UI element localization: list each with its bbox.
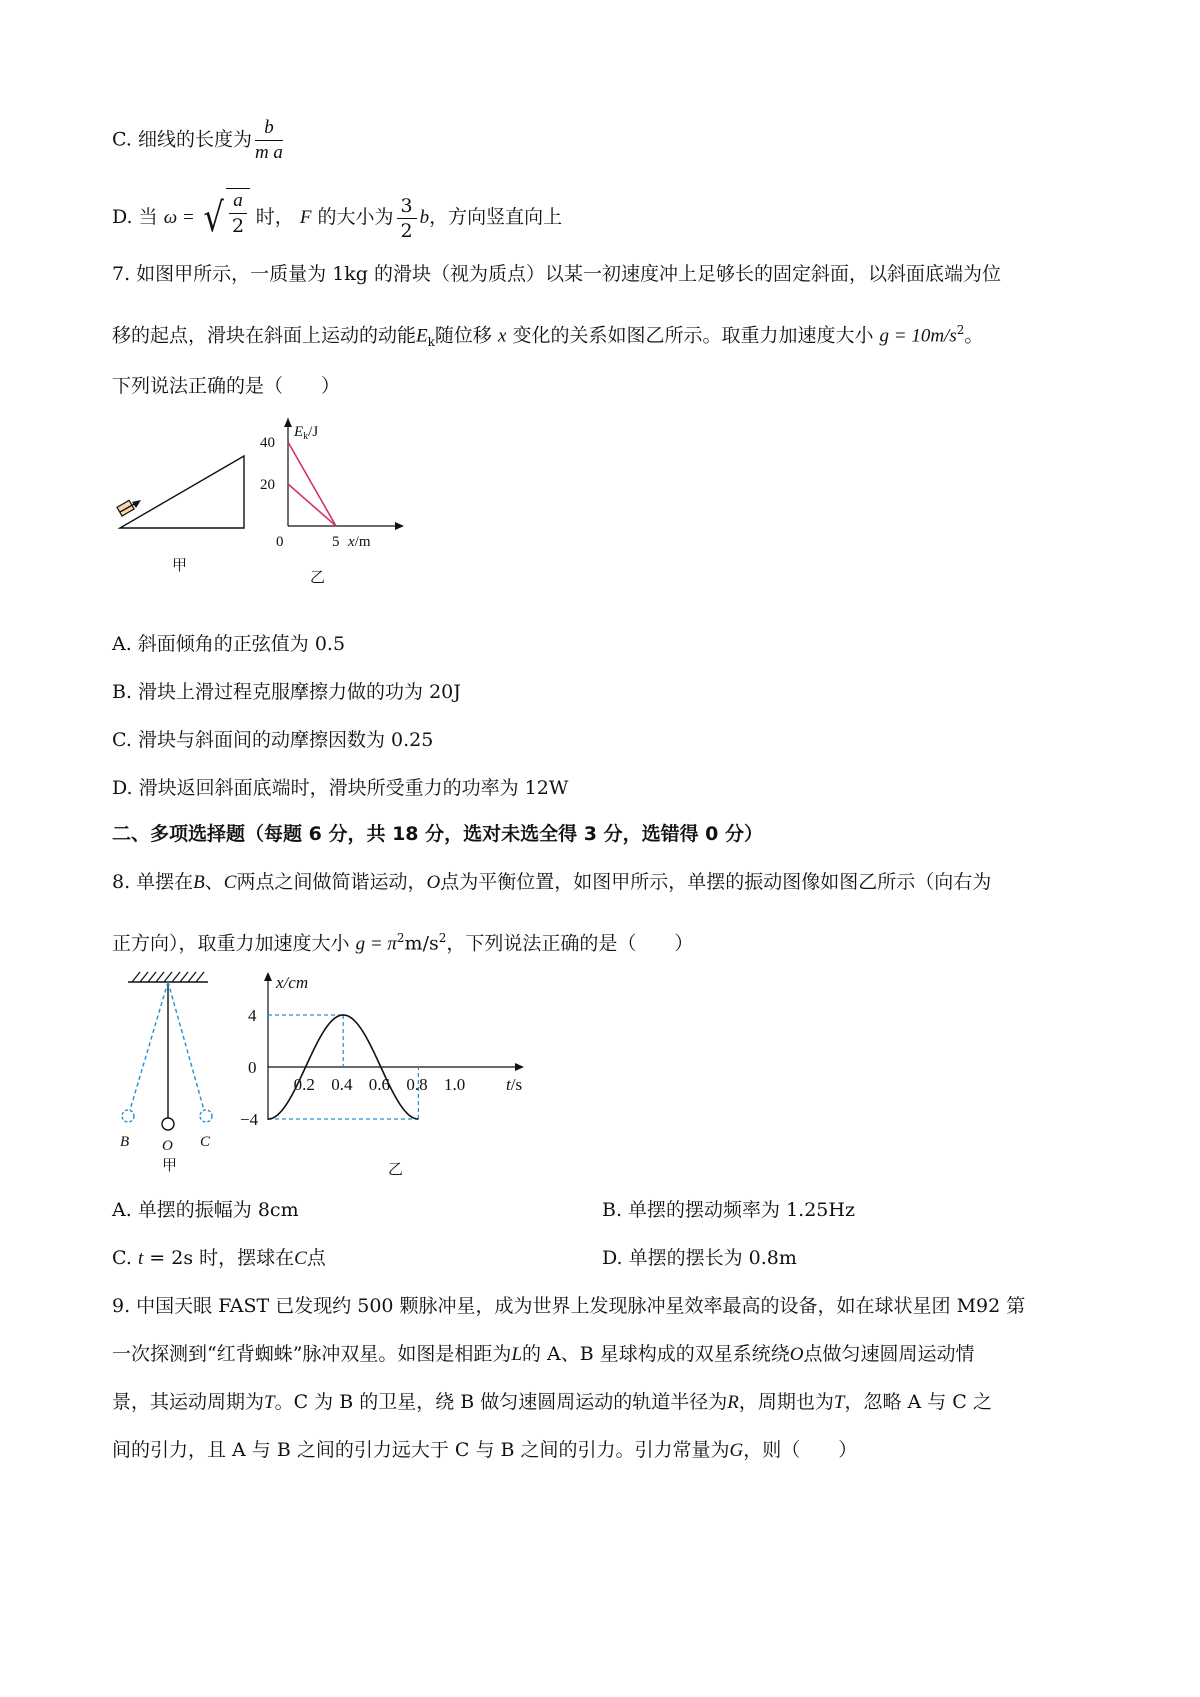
chart2-xtick: 1.0 <box>444 1075 466 1094</box>
q8-line-2: 正方向），取重力加速度大小 $g = \pi^2m/s^2$，下列说法正确的是（ ） <box>112 931 694 955</box>
q8-chart-x-vs-t <box>240 970 540 1180</box>
q9-line-2: 一次探测到“红背蜘蛛”脉冲双星。如图是相距为L的 A、B 星球构成的双星系统绕O点做匀速圆周运动情 <box>112 1343 975 1365</box>
sqrt-a-over-2: √ $\frac{a}{2}$ <box>201 188 250 248</box>
q7-option-b: B. 滑块上滑过程克服摩擦力做的功为 20J <box>112 681 461 703</box>
chart2-xtick: 0.6 <box>368 1075 391 1094</box>
chart2-xlabel: t/s <box>506 1075 523 1094</box>
q7-figure-incline <box>110 420 250 580</box>
chart2-x-arrow <box>515 1063 524 1071</box>
q9-line-1: 9. 中国天眼 FAST 已发现约 500 颗脉冲星，成为世界上发现脉冲星效率最高的设备，如在球状星团 M92 第 <box>112 1295 1026 1317</box>
section-2-heading: 二、多项选择题（每题 6 分，共 18 分，选对未选全得 3 分，选错得 0 分） <box>112 823 764 845</box>
chart1-ytick-40: 40 <box>260 435 275 451</box>
q8-option-c: C. t = 2s 时，摆球在C点 <box>112 1247 326 1269</box>
chart1-x-arrow <box>395 522 404 530</box>
bob-left <box>122 1110 134 1122</box>
chart1-ylabel: $E_k/J$ <box>294 424 319 442</box>
q6-option-c-text: C. 细线的长度为 <box>112 128 252 151</box>
q6-option-d: D. 当 ω = √ $\frac{a}{2}$ 时， F 的大小为 $\frac{3}{2}$ b，方向竖直向上 <box>112 188 562 248</box>
string-right <box>168 982 204 1110</box>
chart2-xtick: 0.8 <box>406 1075 428 1094</box>
chart2-ytick: −4 <box>240 1110 259 1129</box>
chart2-xtick: 0.4 <box>331 1075 353 1094</box>
chart2-xtick: 0.2 <box>293 1075 315 1094</box>
q9-line-3: 景，其运动周期为T。C 为 B 的卫星，绕 B 做匀速圆周运动的轨道半径为R，周期也为T，忽略 A 与 C 之 <box>112 1391 992 1413</box>
q8-option-b: B. 单摆的摆动频率为 1.25Hz <box>602 1199 855 1221</box>
q7-option-c: C. 滑块与斜面间的动摩擦因数为 0.25 <box>112 729 434 751</box>
chart1-xtick-0: 0 <box>276 534 284 550</box>
chart2-ytick: 4 <box>248 1006 257 1025</box>
q8-option-d: D. 单摆的摆长为 0.8m <box>602 1247 797 1269</box>
incline-triangle <box>120 456 244 528</box>
chart2-y-arrow <box>264 972 272 981</box>
string-left <box>130 982 168 1110</box>
q7-line-3: 下列说法正确的是（ ） <box>112 375 341 397</box>
fraction-3-over-2: $\frac{3}{2}$ <box>397 194 417 243</box>
chart2-ytick: 0 <box>248 1058 257 1077</box>
label-yi: 乙 <box>310 568 326 586</box>
chart1-y-arrow <box>284 418 292 427</box>
chart1-xtick-5: 5 <box>332 534 340 550</box>
label-jia-2: 甲 <box>162 1156 178 1174</box>
bob-right <box>200 1110 212 1122</box>
label-jia: 甲 <box>172 556 188 574</box>
chart2-ylabel: x/cm <box>276 973 309 992</box>
q7-line-2: 移的起点，滑块在斜面上运动的动能$E_k$随位移 x 变化的关系如图乙所示。取重力加速度大小 $g = 10m/s^2$。 <box>112 323 984 350</box>
q9-line-4: 间的引力，且 A 与 B 之间的引力远大于 C 与 B 之间的引力。引力常量为G，则（ ） <box>112 1439 858 1461</box>
chart1-xlabel: x/m <box>348 534 371 550</box>
fraction-b-over-ma: $\frac{b}{\text{m a}}$ <box>254 117 283 163</box>
omega-symbol: ω = <box>163 207 195 228</box>
label-C: C <box>200 1134 211 1150</box>
label-O: O <box>162 1138 173 1154</box>
q7-option-d: D. 滑块返回斜面底端时，滑块所受重力的功率为 12W <box>112 777 569 799</box>
bob-center <box>162 1118 174 1130</box>
chart1-series-line-2 <box>288 484 336 526</box>
q6-option-c <box>112 116 286 165</box>
q8-line-1: 8. 单摆在B、C两点之间做简谐运动，O点为平衡位置，如图甲所示，单摆的振动图像如图乙所示（向右为 <box>112 871 992 893</box>
ceiling-hatch <box>132 972 204 982</box>
chart1-ytick-20: 20 <box>260 477 275 493</box>
q8-figure-pendulum <box>112 970 222 1180</box>
label-B: B <box>120 1134 130 1150</box>
q7-chart-ek-vs-x <box>258 418 418 586</box>
label-yi-2: 乙 <box>388 1160 404 1178</box>
chart1-series-line-1 <box>288 442 336 526</box>
q8-option-a: A. 单摆的振幅为 8cm <box>112 1199 299 1221</box>
q7-line-1: 7. 如图甲所示，一质量为 1kg 的滑块（视为质点）以某一初速度冲上足够长的固定斜面，以斜面底端为位 <box>112 263 1002 285</box>
q7-option-a: A. 斜面倾角的正弦值为 0.5 <box>112 633 346 655</box>
